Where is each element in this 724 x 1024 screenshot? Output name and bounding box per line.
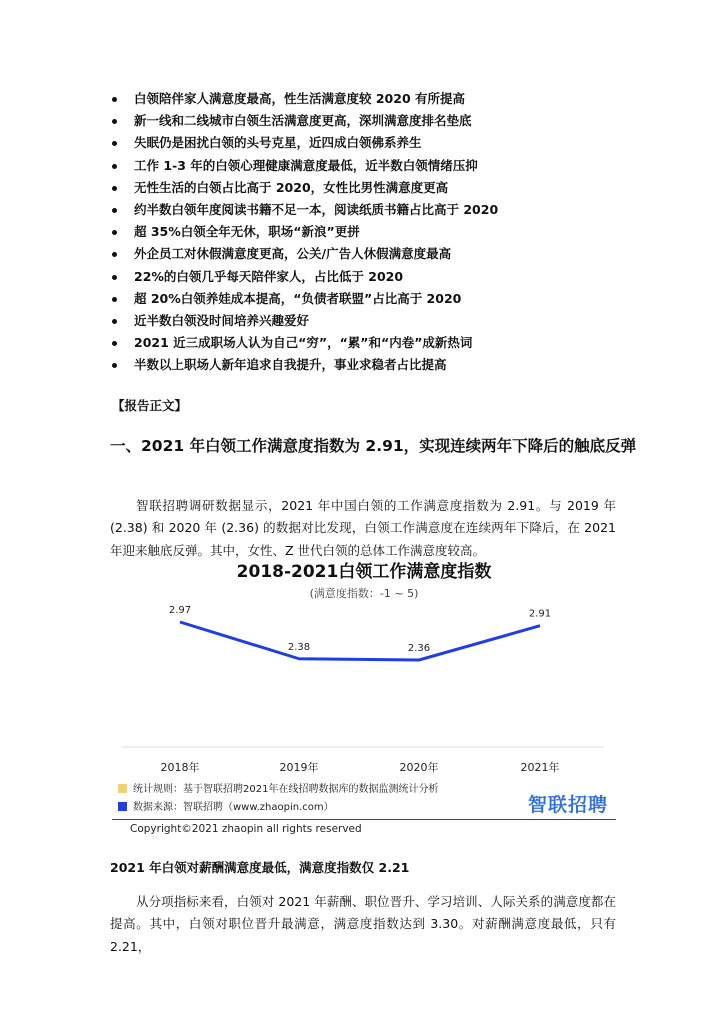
section-paragraph-2: 从分项指标来看，白领对 2021 年薪酬、职位晋升、学习培训、人际关系的满意度都在提高。其中，白领对职位晋升最满意，满意度指数达到 3.30。对薪酬满意度最低，只有 2.21， xyxy=(110,893,616,954)
bullet-item xyxy=(108,266,668,288)
bullet-item xyxy=(108,177,668,199)
bullet-dot xyxy=(112,186,117,191)
chart-divider xyxy=(112,819,616,820)
bullet-item xyxy=(108,110,668,132)
bullet-item xyxy=(108,132,668,154)
statistics-rule-note xyxy=(118,782,438,798)
x-tick-label: 2018年 xyxy=(160,761,200,774)
bullet-text: 白领陪伴家人满意度最高，性生活满意度较 2020 有所提高 xyxy=(134,91,465,106)
yellow-square-icon xyxy=(118,784,127,793)
bullet-item xyxy=(108,310,668,332)
bullet-text: 无性生活的白领占比高于 2020，女性比男性满意度更高 xyxy=(134,179,449,195)
bullet-item xyxy=(108,354,668,376)
bullet-text: 外企员工对休假满意度更高，公关/广告人休假满意度最高 xyxy=(134,246,452,262)
bullet-text: 工作 1-3 年的白领心理健康满意度最低，近半数白领情绪压抑 xyxy=(134,157,478,173)
bullet-dot xyxy=(112,275,117,280)
zhaopin-logo: 智联招聘 xyxy=(527,794,608,816)
bullet-dot xyxy=(112,297,117,302)
bullet-text: 超 35%白领全年无休，职场“新浪”更拼 xyxy=(134,224,360,240)
data-source-note xyxy=(118,800,334,816)
data-label: 2.91 xyxy=(528,608,552,620)
bullet-item xyxy=(108,155,668,177)
bullet-dot xyxy=(112,141,117,146)
bullet-item xyxy=(108,332,668,354)
report-body-tag: 【报告正文】 xyxy=(112,398,188,413)
bullet-text: 新一线和二线城市白领生活满意度更高，深圳满意度排名垫底 xyxy=(134,113,472,129)
bullet-text: 约半数白领年度阅读书籍不足一本，阅读纸质书籍占比高于 2020 xyxy=(134,201,499,217)
chart-title: 2018-2021白领工作满意度指数 xyxy=(236,562,492,582)
bullet-dot xyxy=(112,119,117,124)
bullet-item xyxy=(108,243,668,265)
bullet-dot xyxy=(112,252,117,257)
bullet-item xyxy=(108,221,668,243)
data-label: 2.36 xyxy=(407,643,431,654)
bullet-dot xyxy=(112,164,117,169)
bullet-dot xyxy=(112,363,117,368)
bullet-item xyxy=(108,288,668,310)
section-paragraph: 智联招聘调研数据显示，2021 年中国白领的工作满意度指数为 2.91。与 2019 年(2.38) 和 2020 年 (2.36) 的数据对比发现，白领工作满意度在连续两年下降后，在 2021 年迎来触底反弹。其中，女性、Z 世代白领的总体工作满意度较高。 xyxy=(110,497,616,558)
bullet-text: 半数以上职场人新年追求自我提升，事业求稳者占比提高 xyxy=(134,357,447,373)
bullet-text: 2021 近三成职场人认为自己“穷”，“累”和“内卷”成新热词 xyxy=(134,335,473,351)
bullet-text: 超 20%白领养娃成本提高，“负债者联盟”占比高于 2020 xyxy=(134,290,462,306)
chart-subtitle: (满意度指数：-1 ~ 5) xyxy=(309,587,419,600)
data-label: 2.38 xyxy=(287,641,311,653)
bullet-dot xyxy=(112,230,117,235)
bullet-item xyxy=(108,199,668,221)
bullet-dot xyxy=(112,319,117,324)
bullet-dot xyxy=(112,208,117,213)
subsection-heading: 2021 年白领对薪酬满意度最低，满意度指数仅 2.21 xyxy=(110,860,410,875)
data-source-text: 数据来源：智联招聘（www.zhaopin.com） xyxy=(133,802,334,813)
bullet-text: 22%的白领几乎每天陪伴家人，占比低于 2020 xyxy=(134,268,404,284)
section-heading: 一、2021 年白领工作满意度指数为 2.91，实现连续两年下降后的触底反弹 xyxy=(110,437,637,455)
statistics-rule-text: 统计规则：基于智联招聘2021年在线招聘数据库的数据监测统计分析 xyxy=(133,784,439,795)
data-label: 2.97 xyxy=(168,605,192,616)
bullet-dot xyxy=(112,97,117,102)
x-tick-label: 2021年 xyxy=(520,761,560,774)
x-tick-label: 2019年 xyxy=(279,761,319,774)
x-tick-label: 2020年 xyxy=(399,761,439,774)
chart-footer-notes xyxy=(112,780,616,820)
series-line xyxy=(180,622,540,660)
copyright-text: Copyright©2021 zhaopin all rights reserved xyxy=(130,823,362,835)
summary-bullet-list xyxy=(108,88,668,376)
blue-square-icon xyxy=(118,802,127,811)
bullet-text: 失眠仍是困扰白领的头号克星，近四成白领佛系养生 xyxy=(134,135,422,151)
bullet-item xyxy=(108,88,668,110)
bullet-dot xyxy=(112,341,117,346)
bullet-text: 近半数白领没时间培养兴趣爱好 xyxy=(134,312,310,328)
satisfaction-chart xyxy=(112,555,616,850)
